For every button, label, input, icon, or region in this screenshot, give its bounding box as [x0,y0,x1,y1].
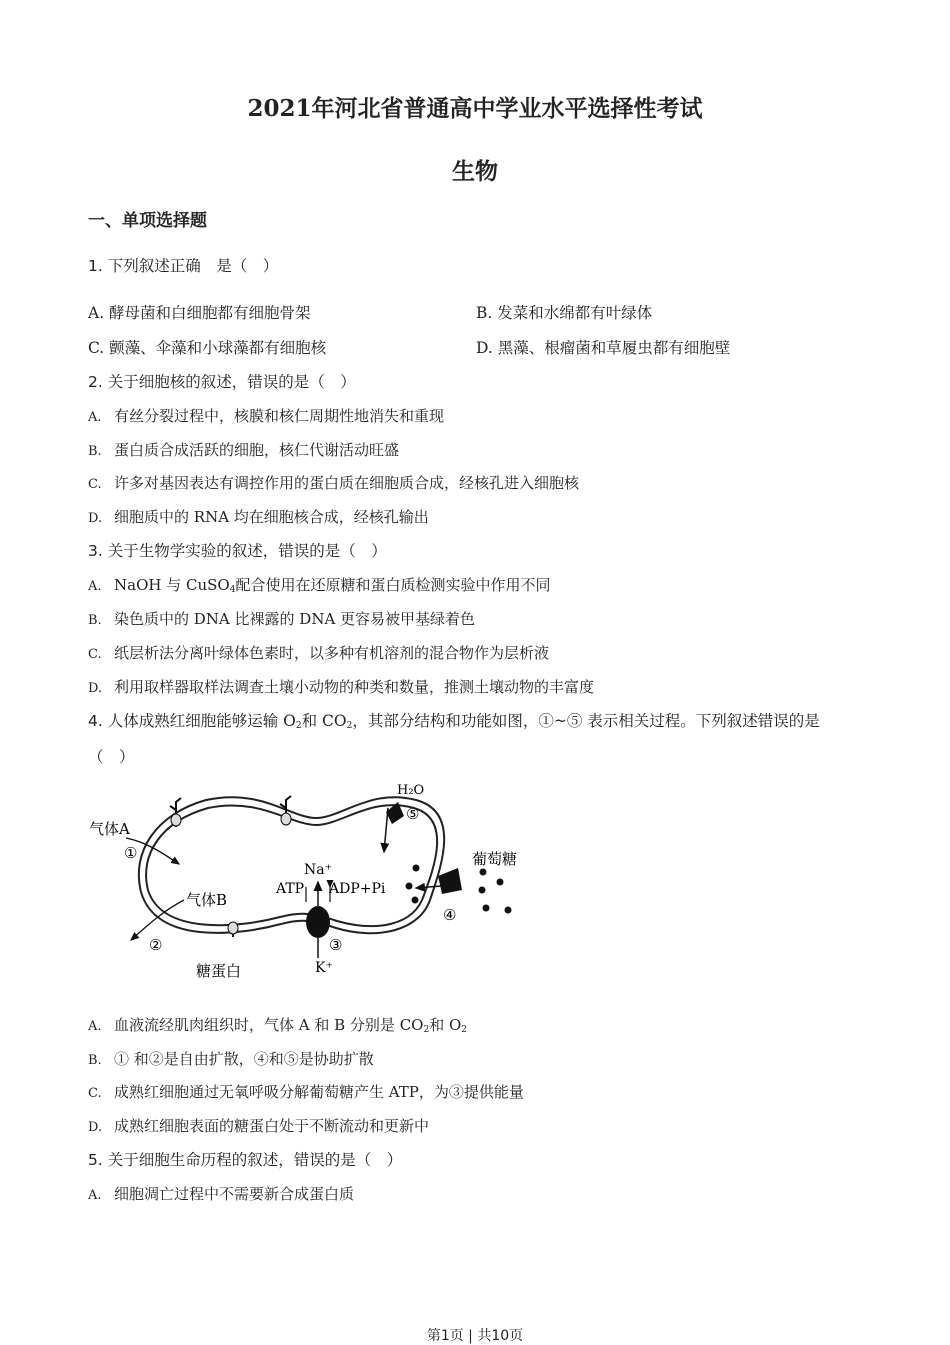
question-number: 4. [88,712,103,730]
q3-option-a [88,574,550,595]
option-text: 成熟红细胞通过无氧呼吸分解葡萄糖产生 ATP，为③提供能量 [114,1083,524,1101]
option-letter: A. [88,1019,102,1034]
option-text: 蛋白质合成活跃的细胞，核仁代谢活动旺盛 [114,441,400,459]
question-text: 关于细胞生命历程的叙述，错误的是（ ） [107,1151,403,1169]
gas-a-label: 气体A [89,820,130,838]
glucose-dot [412,897,419,904]
question-text: 关于生物学实验的叙述，错误的是（ ） [107,542,387,560]
footer-text: 第 [426,1328,441,1344]
glucose-dot [497,879,504,886]
glucose-dot [413,865,420,872]
option-text: NaOH 与 CuSO [114,576,230,594]
option-letter: A. [88,1188,102,1203]
page-total: 10 [491,1328,510,1344]
q1-option-c: C. 颤藻、伞藻和小球藻都有细胞核 [88,339,327,357]
question-5 [88,1148,402,1170]
question-text: 和 CO [301,712,347,730]
glucose-dot [483,905,490,912]
glycoprotein-label: 糖蛋白 [196,962,242,980]
question-text: 下列叙述正确 是（ ） [107,257,279,275]
question-number: 2. [88,373,103,391]
option-text: 染色质中的 DNA 比裸露的 DNA 更容易被甲基绿着色 [114,610,476,628]
question-number: 1. [88,257,103,275]
atp-label: ATP [276,881,305,897]
subscript: 4 [229,585,236,595]
option-letter: D. [88,511,103,526]
glucose-label: 葡萄糖 [472,850,518,868]
glucose-dot [406,883,413,890]
option-text: 纸层析法分离叶绿体色素时，以多种有机溶剂的混合物作为层析液 [114,644,550,662]
option-letter: D. [88,1120,103,1135]
q1-option-b: B. 发菜和水绵都有叶绿体 [476,304,653,322]
question-2 [88,370,356,392]
glucose-dot [505,907,512,914]
q4-option-b [88,1048,374,1069]
process-2-label: ② [149,936,163,954]
option-letter: B. [88,1053,102,1068]
q4-option-c [88,1081,524,1102]
option-text: 血液流经肌肉组织时，气体 A 和 B 分别是 CO [114,1016,424,1034]
question-number: 3. [88,542,103,560]
q1-option-a: A. 酵母菌和白细胞都有细胞骨架 [88,304,311,322]
process-5-label: ⑤ [406,805,420,823]
adp-label: ADP+Pi [329,881,386,897]
option-text: 成熟红细胞表面的糖蛋白处于不断流动和更新中 [114,1117,430,1135]
exam-title: 2021年河北省普通高中学业水平选择性考试 [247,95,703,122]
option-text: 配合使用在还原糖和蛋白质检测实验中作用不同 [235,576,551,594]
q4-option-a [88,1014,467,1035]
option-letter: A. [88,410,102,425]
q2-option-b [88,439,399,460]
process-4-label: ④ [443,906,457,924]
q2-option-d [88,506,429,527]
water-arrow [384,808,388,852]
footer-text: 页 | 共 [449,1328,492,1344]
q5-option-a [88,1183,354,1204]
red-blood-cell-diagram [86,772,536,982]
page-number: 1 [440,1328,450,1344]
question-text: 人体成熟红细胞能够运输 O [107,712,296,730]
option-text: 有丝分裂过程中，核膜和核仁周期性地消失和重现 [114,407,445,425]
option-letter: C. [88,647,102,662]
option-text: 利用取样器取样法调查土壤小动物的种类和数量，推测土壤动物的丰富度 [114,678,595,696]
question-4 [88,709,820,731]
option-letter: B. [88,613,102,628]
q2-option-a [88,405,444,426]
option-letter: D. [88,681,103,696]
glycoprotein-icon [170,798,181,827]
question-number: 5. [88,1151,103,1169]
question-4-paren: （ ） [88,748,135,766]
option-text: ① 和②是自由扩散，④和⑤是协助扩散 [114,1050,374,1068]
subject-title: 生物 [452,158,498,185]
question-3 [88,539,387,561]
option-letter: A. [88,579,102,594]
na-k-pump-icon [306,906,330,938]
q2-option-c [88,472,579,493]
h2o-label: H₂O [397,783,425,798]
option-text: 细胞质中的 RNA 均在细胞核合成，经核孔输出 [114,508,429,526]
subscript: 2 [295,721,302,731]
option-letter: B. [88,444,102,459]
q3-option-b [88,608,475,629]
question-text: ，其部分结构和功能如图，①~⑤ 表示相关过程。下列叙述错误的是 [352,712,820,730]
q4-option-d [88,1115,429,1136]
q3-option-d [88,676,594,697]
subscript: 2 [346,721,353,731]
q3-option-c [88,642,549,663]
glycoprotein-icon [228,922,238,937]
na-label: Na⁺ [304,862,332,878]
option-letter: C. [88,477,102,492]
process-1-label: ① [124,844,138,862]
k-label: K⁺ [315,960,333,976]
process-3-label: ③ [329,936,343,954]
option-text: 许多对基因表达有调控作用的蛋白质在细胞质合成，经核孔进入细胞核 [114,474,580,492]
glucose-transporter-icon [438,868,462,894]
subscript: 2 [461,1025,468,1035]
option-letter: C. [88,1086,102,1101]
glucose-dot [480,869,487,876]
footer-text: 页 [509,1328,524,1344]
option-text: 和 O [429,1016,462,1034]
gas-b-label: 气体B [186,891,228,909]
question-1 [88,254,278,276]
glucose-arrow [416,886,441,888]
glucose-dot [479,887,486,894]
section-heading: 一、单项选择题 [88,211,207,231]
page-footer [0,1325,950,1345]
subscript: 2 [423,1025,430,1035]
q1-option-d: D. 黑藻、根瘤菌和草履虫都有细胞壁 [476,339,731,357]
question-text: 关于细胞核的叙述，错误的是（ ） [107,373,356,391]
option-text: 细胞凋亡过程中不需要新合成蛋白质 [114,1185,355,1203]
